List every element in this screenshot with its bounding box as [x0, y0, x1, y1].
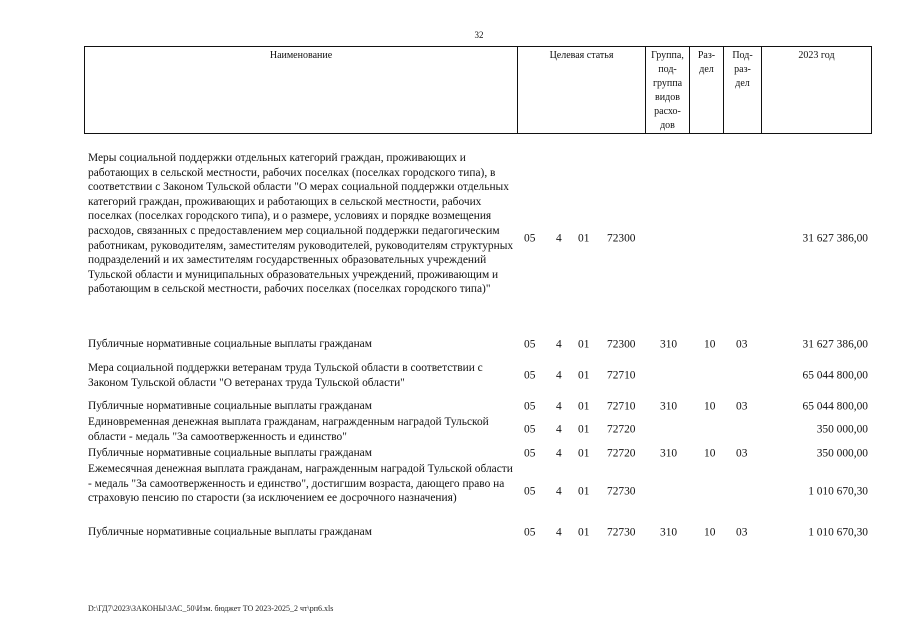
row-subsection: 03 — [736, 400, 748, 413]
row-target-part-2: 4 — [556, 526, 562, 539]
row-expense-group: 310 — [660, 400, 678, 413]
row-target-part-1: 05 — [524, 338, 536, 351]
row-target-part-3: 01 — [578, 447, 590, 460]
table-row — [84, 151, 874, 327]
header-name: Наименование — [85, 47, 518, 134]
row-name: Публичные нормативные социальные выплаты гражданам — [88, 400, 372, 412]
row-amount: 350 000,00 — [816, 447, 868, 460]
table-header — [84, 46, 872, 134]
row-target-part-4: 72300 — [607, 338, 636, 351]
file-path-footer: D:\ГД7\2023\ЗАКОНЫ\ЗАС_50\Изм. бюджет ТО 2023-2025_2 чт\рп6.xls — [88, 604, 334, 613]
row-amount: 31 627 386,00 — [802, 232, 868, 245]
table-row — [84, 525, 874, 540]
row-name: Мера социальной поддержки ветеранам труда Тульской области в соответствии с Законом Тульской области "О ветеранах труда Тульской области" — [88, 362, 483, 389]
row-target-part-2: 4 — [556, 447, 562, 460]
row-target-part-2: 4 — [556, 232, 562, 245]
row-target-part-2: 4 — [556, 423, 562, 436]
header-target-article: Целевая статья — [518, 47, 646, 134]
table-row — [84, 446, 874, 461]
row-target-part-2: 4 — [556, 338, 562, 351]
header-line: Раз- — [697, 50, 716, 61]
table-row — [84, 337, 874, 352]
row-target-part-3: 01 — [578, 369, 590, 382]
row-target-part-3: 01 — [578, 232, 590, 245]
header-section — [690, 47, 724, 134]
row-target-part-3: 01 — [578, 400, 590, 413]
row-name: Ежемесячная денежная выплата гражданам, награжденным наградой Тульской области - медаль "За самоотверженность и единство", достигшим возраста, дающего право на страховую пенсию по старости (за исключением ее досрочного назначения) — [88, 463, 513, 505]
header-year: 2023 год — [762, 47, 872, 134]
row-amount: 31 627 386,00 — [802, 338, 868, 351]
row-amount: 350 000,00 — [816, 423, 868, 436]
row-target-part-4: 72720 — [607, 423, 636, 436]
row-target-part-4: 72730 — [607, 526, 636, 539]
row-target-part-1: 05 — [524, 369, 536, 382]
row-expense-group: 310 — [660, 526, 678, 539]
header-line: видов — [655, 92, 680, 103]
row-name: Публичные нормативные социальные выплаты гражданам — [88, 447, 372, 459]
row-amount: 65 044 800,00 — [802, 369, 868, 382]
header-line: расхо- — [654, 106, 681, 117]
header-subsection — [724, 47, 762, 134]
header-line: дов — [660, 120, 675, 131]
row-subsection: 03 — [736, 338, 748, 351]
row-subsection: 03 — [736, 526, 748, 539]
row-expense-group: 310 — [660, 447, 678, 460]
row-target-part-1: 05 — [524, 447, 536, 460]
row-target-part-2: 4 — [556, 369, 562, 382]
row-target-part-1: 05 — [524, 526, 536, 539]
row-target-part-2: 4 — [556, 485, 562, 498]
row-target-part-3: 01 — [578, 485, 590, 498]
row-section: 10 — [704, 447, 716, 460]
row-amount: 65 044 800,00 — [802, 400, 868, 413]
row-target-part-3: 01 — [578, 338, 590, 351]
row-target-part-4: 72710 — [607, 400, 636, 413]
row-target-part-4: 72720 — [607, 447, 636, 460]
header-line: дел — [735, 78, 750, 89]
row-name: Меры социальной поддержки отдельных категорий граждан, проживающих и работающих в сельской местности, рабочих поселках (поселках городского типа), в соответствии с Законом Тульской области "О мерах социальной поддержки отдельных категорий граждан, проживающих и работающих в сельской местности, рабочих поселках (поселках городского типа), и о размере, условиях и порядке возмещения расходов, связанных с предоставлением мер социальной поддержки педагогическим работникам, руководителям, заместителям руководителей, руководителям структурных подразделений и их заместителям государственных образовательных учреждений Тульской области и муниципальных образовательных учреждений, проживающим и работающим в сельской местности, рабочих поселках (поселках городского типа)" — [88, 152, 514, 296]
header-line: Группа, — [651, 50, 684, 61]
table-row — [84, 399, 874, 414]
row-amount: 1 010 670,30 — [808, 485, 868, 498]
row-target-part-3: 01 — [578, 423, 590, 436]
table-row — [84, 415, 874, 445]
row-name: Единовременная денежная выплата гражданам, награжденным наградой Тульской области - медаль "За самоотверженность и единство" — [88, 416, 489, 443]
row-expense-group: 310 — [660, 338, 678, 351]
row-target-part-4: 72300 — [607, 232, 636, 245]
table-row — [84, 361, 874, 391]
row-name: Публичные нормативные социальные выплаты гражданам — [88, 338, 372, 350]
row-section: 10 — [704, 338, 716, 351]
header-line: дел — [699, 64, 714, 75]
row-target-part-1: 05 — [524, 400, 536, 413]
row-target-part-4: 72730 — [607, 485, 636, 498]
row-subsection: 03 — [736, 447, 748, 460]
page-number: 32 — [474, 30, 484, 40]
row-target-part-1: 05 — [524, 423, 536, 436]
row-section: 10 — [704, 400, 716, 413]
row-target-part-1: 05 — [524, 232, 536, 245]
header-line: группа — [652, 78, 683, 89]
row-amount: 1 010 670,30 — [808, 526, 868, 539]
header-expense-group — [646, 47, 690, 134]
row-target-part-1: 05 — [524, 485, 536, 498]
row-target-part-3: 01 — [578, 526, 590, 539]
header-line: Под- — [732, 50, 753, 61]
row-target-part-2: 4 — [556, 400, 562, 413]
row-name: Публичные нормативные социальные выплаты гражданам — [88, 526, 372, 538]
row-target-part-4: 72710 — [607, 369, 636, 382]
table-row — [84, 462, 874, 522]
row-section: 10 — [704, 526, 716, 539]
header-line: под- — [658, 64, 677, 75]
header-line: раз- — [734, 64, 751, 75]
